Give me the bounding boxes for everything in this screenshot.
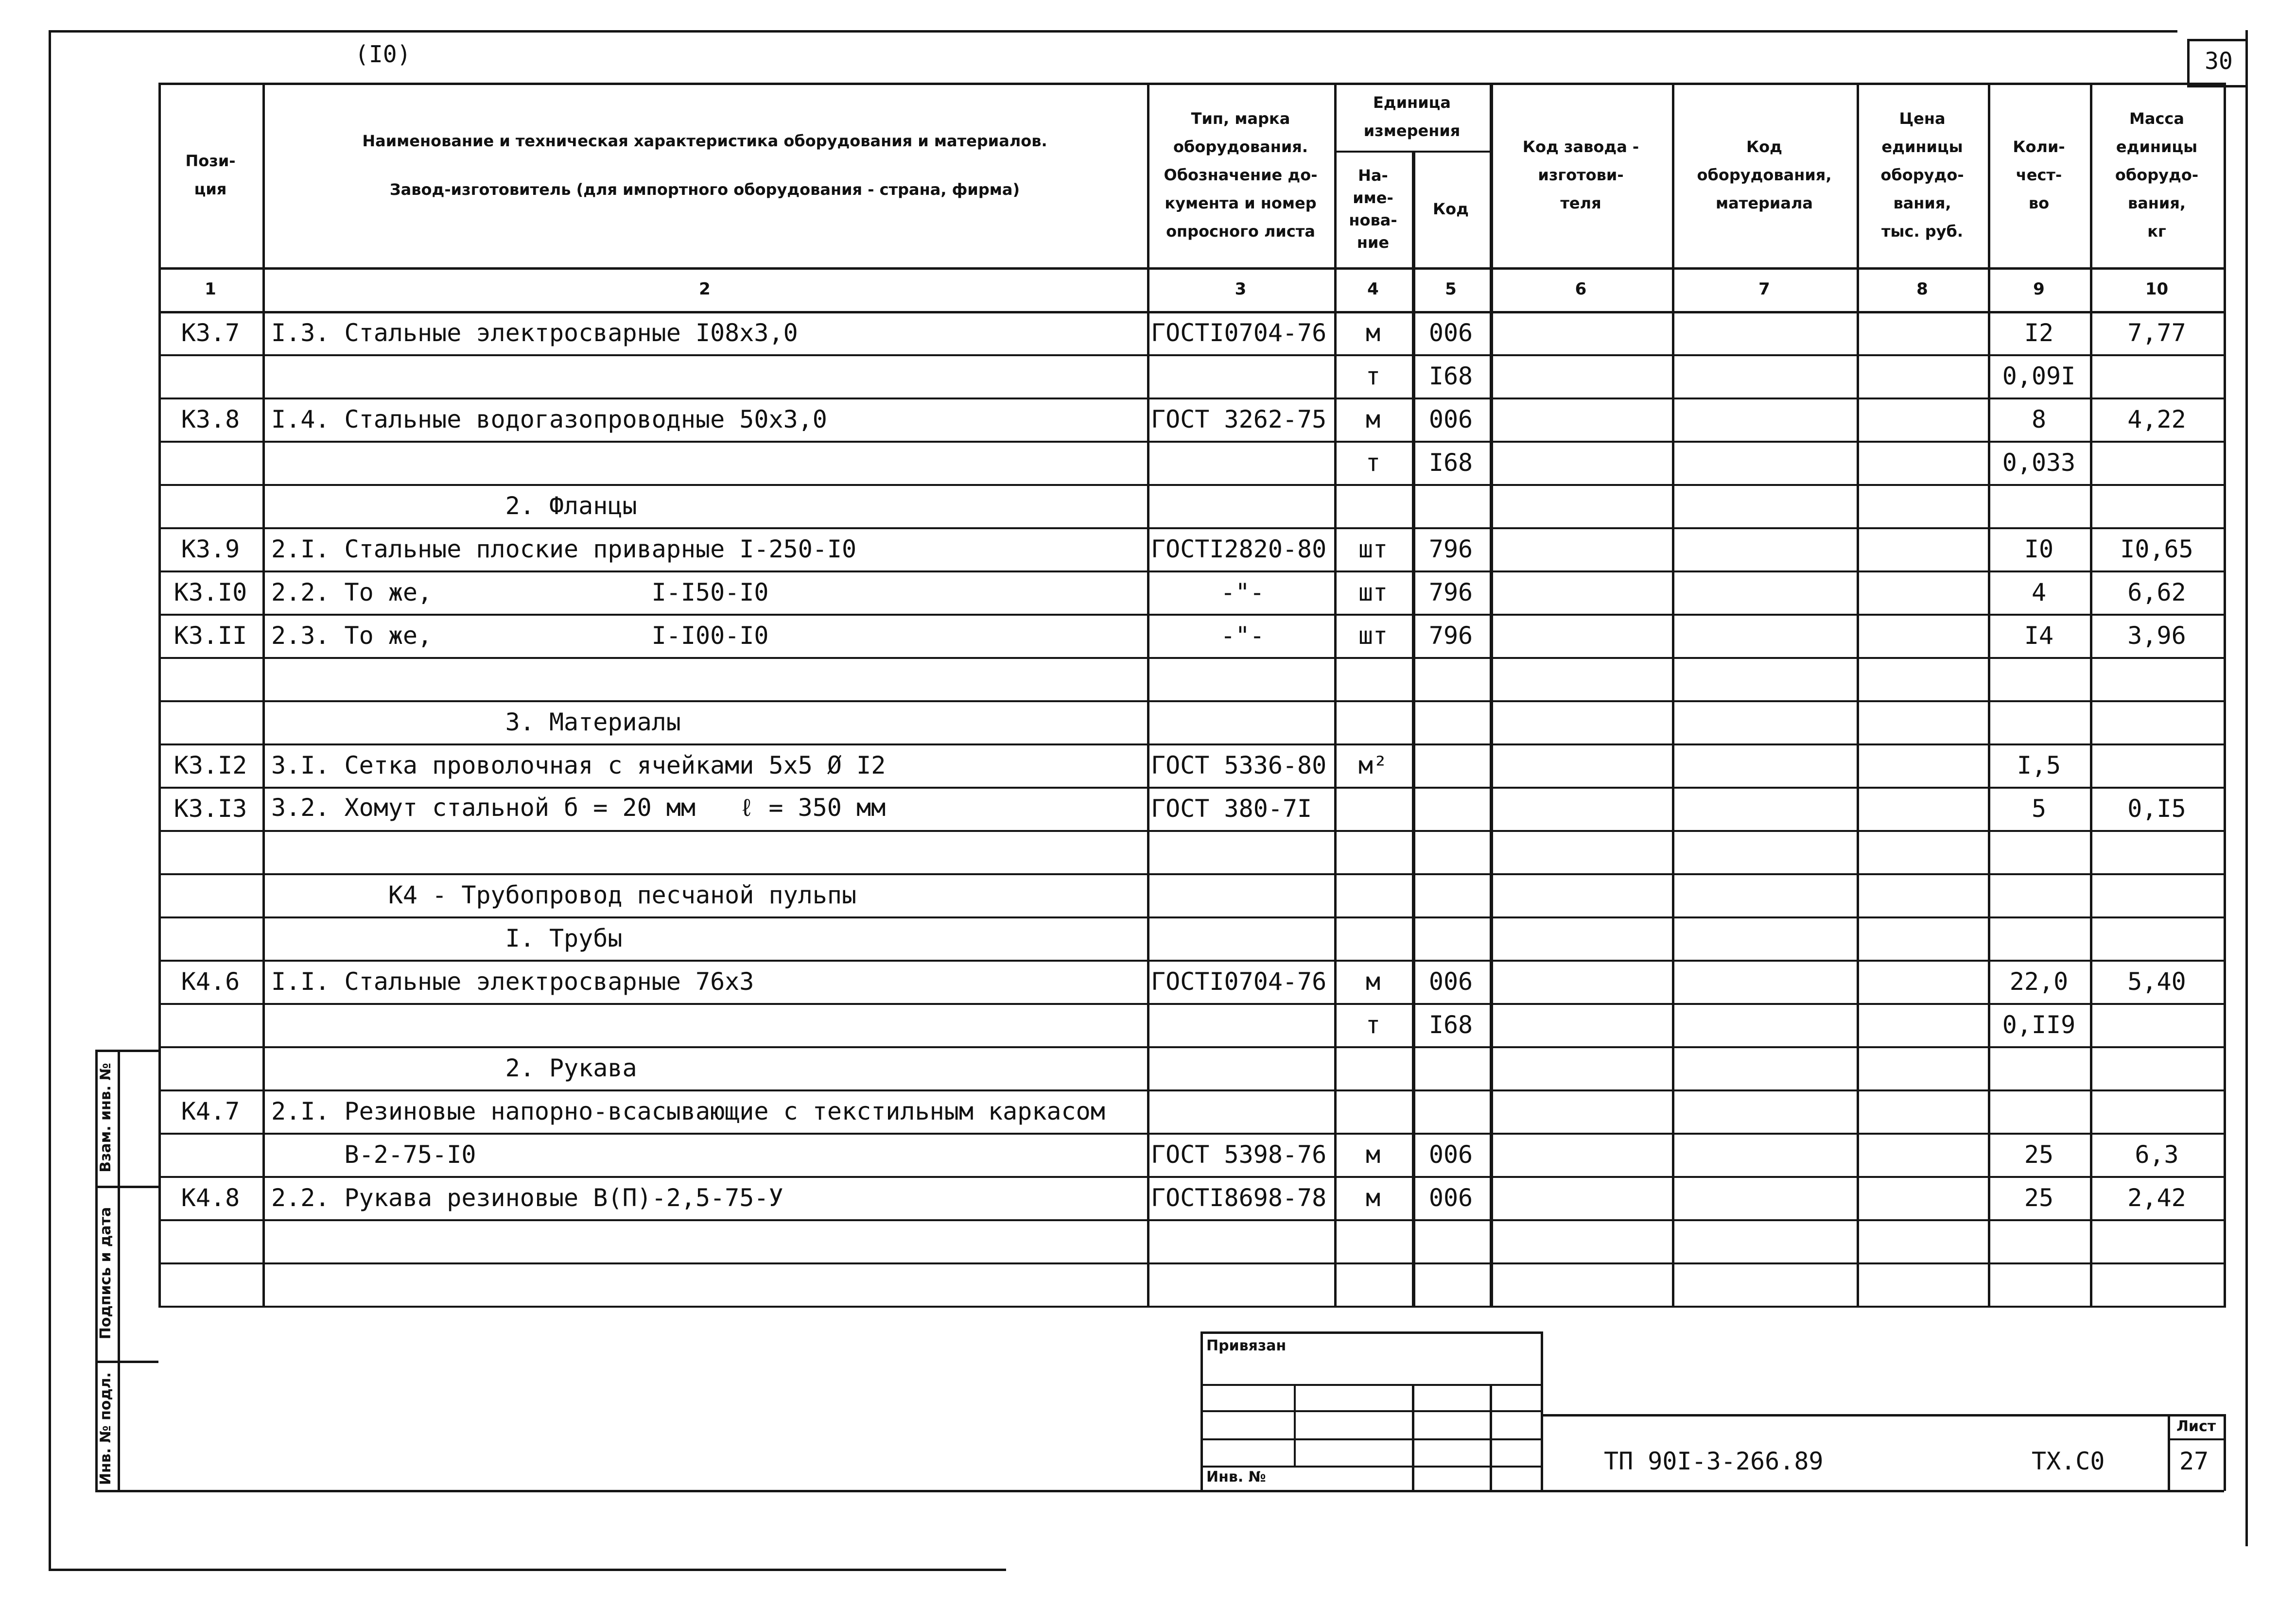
row-name xyxy=(271,1003,1147,1046)
row-quantity: 0,09I xyxy=(2002,362,2076,390)
col-line xyxy=(1147,83,1149,1308)
header-col1: Пози- ция xyxy=(185,152,236,198)
row-quantity: 0,II9 xyxy=(2002,1010,2076,1039)
column-number: 10 xyxy=(2145,279,2169,299)
column-number: 8 xyxy=(1916,279,1928,299)
section-code: ТХ.С0 xyxy=(2032,1447,2105,1475)
row-document xyxy=(1151,873,1334,916)
row-unit-code xyxy=(1412,484,1490,527)
row-unit xyxy=(1334,657,1412,700)
row-document: -"- xyxy=(1220,578,1265,606)
row-name: 3.I. Сетка проволочная с ячейками 5х5 Ø I2 xyxy=(271,751,886,779)
header-col8: Цена единицы оборудо- вания, тыс. руб. xyxy=(1880,109,1964,241)
row-mass: I0,65 xyxy=(2120,535,2193,563)
row-document xyxy=(1151,830,1334,873)
sheet-top-number: (I0) xyxy=(355,41,411,68)
row-quantity xyxy=(1988,830,2090,873)
row-mass xyxy=(2090,873,2224,916)
row-mass: 6,62 xyxy=(2127,578,2186,606)
row-unit-code xyxy=(1412,1262,1490,1306)
corner-page-number: 30 xyxy=(2205,48,2233,75)
row-mass xyxy=(2090,1219,2224,1262)
sheet-label: Лист xyxy=(2176,1418,2216,1435)
row-quantity: 25 xyxy=(2024,1140,2054,1169)
frame-left xyxy=(49,30,51,1571)
row-mass xyxy=(2090,1089,2224,1133)
row-unit-code xyxy=(1412,1046,1490,1089)
row-quantity xyxy=(1988,1089,2090,1133)
header-unit-group: Единица измерения xyxy=(1363,93,1461,140)
row-quantity: 5 xyxy=(2031,794,2047,823)
row-position xyxy=(158,873,262,916)
row-document: ГОСТ 3262-75 xyxy=(1151,405,1327,433)
header-col2-subtitle: Завод-изготовитель (для импортного оборудования - страна, фирма) xyxy=(389,180,1020,199)
column-number: 3 xyxy=(1235,279,1247,299)
row-mass: 0,I5 xyxy=(2127,794,2186,823)
row-name xyxy=(271,830,1147,873)
row-name: I.4. Стальные водогазопроводные 50х3,0 xyxy=(271,405,827,433)
header-col9: Коли- чест- во xyxy=(2013,138,2065,212)
header-col6: Код завода - изготови- теля xyxy=(1522,138,1639,212)
row-unit-code xyxy=(1412,700,1490,743)
row-mass: 7,77 xyxy=(2127,318,2186,347)
row-unit-code: 006 xyxy=(1428,318,1473,347)
sheet-number: 27 xyxy=(2179,1447,2209,1475)
row-position: К3.I0 xyxy=(174,578,247,606)
row-document xyxy=(1151,1262,1334,1306)
row-position xyxy=(158,700,262,743)
row-unit: м xyxy=(1365,1140,1381,1169)
row-unit xyxy=(1334,1262,1412,1306)
row-quantity: I4 xyxy=(2024,621,2054,650)
row-unit-code: 006 xyxy=(1428,1183,1473,1212)
row-document: ГОСТ 380-7I xyxy=(1151,794,1312,823)
row-position: К4.8 xyxy=(181,1183,240,1212)
row-position xyxy=(158,484,262,527)
row-document xyxy=(1151,916,1334,960)
row-position: К4.7 xyxy=(181,1097,240,1125)
row-unit: т xyxy=(1365,448,1381,477)
frame-bottom-partial xyxy=(49,1569,1006,1571)
row-unit: т xyxy=(1365,1010,1381,1039)
row-unit: шт xyxy=(1358,578,1388,606)
column-number: 9 xyxy=(2033,279,2045,299)
row-unit: м xyxy=(1365,318,1381,347)
header-col2-title: Наименование и техническая характеристика оборудования и материалов. xyxy=(362,132,1047,150)
row-mass xyxy=(2090,743,2224,787)
row-name xyxy=(271,657,1147,700)
row-mass: 3,96 xyxy=(2127,621,2186,650)
row-document xyxy=(1151,700,1334,743)
row-unit xyxy=(1334,1046,1412,1089)
row-document xyxy=(1151,484,1334,527)
row-quantity: 22,0 xyxy=(2009,967,2069,996)
row-document xyxy=(1151,1046,1334,1089)
row-mass: 2,42 xyxy=(2127,1183,2186,1212)
row-unit xyxy=(1334,916,1412,960)
row-name: 2. Фланцы xyxy=(271,491,637,520)
row-name: 3. Материалы xyxy=(271,708,681,736)
row-name: 2. Рукава xyxy=(271,1054,637,1082)
row-quantity xyxy=(1988,1046,2090,1089)
row-position xyxy=(158,1133,262,1176)
row-name xyxy=(271,354,1147,397)
row-document: ГОСТI0704-76 xyxy=(1151,318,1327,347)
row-position: К3.7 xyxy=(181,318,240,347)
row-position xyxy=(158,1003,262,1046)
row-unit-code xyxy=(1412,743,1490,787)
row-position xyxy=(158,441,262,484)
row-quantity xyxy=(1988,1262,2090,1306)
col-line xyxy=(2224,83,2226,1308)
header-col3: Тип, марка оборудования. Обозначение до- кумента и номер опросного листа xyxy=(1164,109,1318,241)
row-quantity xyxy=(1988,657,2090,700)
col-line xyxy=(1672,83,1674,1308)
row-unit: шт xyxy=(1358,621,1388,650)
row-document: -"- xyxy=(1220,621,1265,650)
row-document: ГОСТ 5398-76 xyxy=(1151,1140,1327,1169)
row-unit: м xyxy=(1365,967,1381,996)
row-name: К4 - Трубопровод песчаной пульпы xyxy=(271,881,857,909)
inv-label: Инв. № xyxy=(1206,1469,1266,1486)
row-mass xyxy=(2090,441,2224,484)
row-quantity xyxy=(1988,873,2090,916)
row-mass xyxy=(2090,1046,2224,1089)
row-document: ГОСТI0704-76 xyxy=(1151,967,1327,996)
row-quantity xyxy=(1988,1219,2090,1262)
row-name: В-2-75-I0 xyxy=(271,1140,476,1169)
row-name: 2.2. Рукава резиновые В(П)-2,5-75-У xyxy=(271,1183,783,1212)
row-mass xyxy=(2090,354,2224,397)
row-quantity: I2 xyxy=(2024,318,2054,347)
row-unit: м² xyxy=(1358,751,1388,779)
col-line xyxy=(262,83,265,1308)
row-unit-code xyxy=(1412,873,1490,916)
row-position xyxy=(158,916,262,960)
row-unit-code xyxy=(1412,830,1490,873)
row-document: ГОСТI8698-78 xyxy=(1151,1183,1327,1212)
column-number: 5 xyxy=(1445,279,1457,299)
row-unit xyxy=(1334,484,1412,527)
row-mass: 6,3 xyxy=(2135,1140,2179,1169)
row-mass xyxy=(2090,1003,2224,1046)
row-unit xyxy=(1334,1219,1412,1262)
row-unit-code: 006 xyxy=(1428,967,1473,996)
row-unit xyxy=(1334,787,1412,830)
row-unit-code xyxy=(1412,916,1490,960)
doc-code: ТП 90I-3-266.89 xyxy=(1604,1447,1824,1475)
sign-date-label: Подпись и дата xyxy=(97,1207,114,1340)
row-position: К3.I3 xyxy=(174,794,247,823)
row-unit-code: I68 xyxy=(1428,448,1473,477)
row-document xyxy=(1151,1219,1334,1262)
row-quantity: I,5 xyxy=(2017,751,2061,779)
row-line xyxy=(158,1306,2226,1308)
row-name: 3.2. Хомут стальной б = 20 мм ℓ = 350 мм xyxy=(271,793,886,822)
row-position xyxy=(158,354,262,397)
row-quantity: 0,033 xyxy=(2002,448,2076,477)
row-name: 2.3. То же, I-I00-I0 xyxy=(271,621,769,650)
row-name xyxy=(271,441,1147,484)
row-document xyxy=(1151,441,1334,484)
row-quantity: 4 xyxy=(2031,578,2047,606)
column-number: 4 xyxy=(1367,279,1379,299)
row-unit-code: 796 xyxy=(1428,535,1473,563)
row-quantity xyxy=(1988,916,2090,960)
row-quantity xyxy=(1988,484,2090,527)
row-unit-code: I68 xyxy=(1428,1010,1473,1039)
frame-top xyxy=(49,30,2177,33)
row-unit-code xyxy=(1412,1219,1490,1262)
row-unit-code: I68 xyxy=(1428,362,1473,390)
row-name xyxy=(271,1262,1147,1306)
row-position: К3.II xyxy=(174,621,247,650)
row-document: ГОСТI2820-80 xyxy=(1151,535,1327,563)
row-position xyxy=(158,657,262,700)
column-number: 7 xyxy=(1758,279,1770,299)
row-name: 2.2. То же, I-I50-I0 xyxy=(271,578,769,606)
row-unit xyxy=(1334,873,1412,916)
row-unit-code xyxy=(1412,787,1490,830)
row-unit: т xyxy=(1365,362,1381,390)
header-col7: Код оборудования, материала xyxy=(1697,138,1832,212)
column-number: 1 xyxy=(205,279,216,299)
row-position xyxy=(158,1219,262,1262)
row-position: К4.6 xyxy=(181,967,240,996)
bound-label: Привязан xyxy=(1206,1337,1287,1354)
row-unit: м xyxy=(1365,405,1381,433)
row-quantity: 25 xyxy=(2024,1183,2054,1212)
row-unit-code xyxy=(1412,1089,1490,1133)
row-document xyxy=(1151,1003,1334,1046)
row-position: К3.I2 xyxy=(174,751,247,779)
row-quantity: 8 xyxy=(2031,405,2047,433)
row-position xyxy=(158,830,262,873)
row-name: 2.I. Резиновые напорно-всасывающие с текстильным каркасом xyxy=(271,1097,1105,1125)
row-mass xyxy=(2090,700,2224,743)
row-unit xyxy=(1334,700,1412,743)
column-number: 2 xyxy=(699,279,711,299)
row-mass xyxy=(2090,916,2224,960)
row-name: I.3. Стальные электросварные I08х3,0 xyxy=(271,318,798,347)
row-position: К3.9 xyxy=(181,535,240,563)
inv-original-label: Инв. № подл. xyxy=(97,1372,114,1486)
row-unit-code xyxy=(1412,657,1490,700)
row-document: ГОСТ 5336-80 xyxy=(1151,751,1327,779)
column-number: 6 xyxy=(1575,279,1587,299)
row-name: I.I. Стальные электросварные 76х3 xyxy=(271,967,754,996)
row-name xyxy=(271,1219,1147,1262)
col-line xyxy=(1490,83,1493,1308)
row-unit xyxy=(1334,830,1412,873)
row-quantity xyxy=(1988,700,2090,743)
row-document xyxy=(1151,1089,1334,1133)
table-top-line xyxy=(158,83,2226,85)
header-col5: Код xyxy=(1433,200,1469,218)
row-unit-code: 796 xyxy=(1428,621,1473,650)
row-unit-code: 006 xyxy=(1428,1140,1473,1169)
row-position xyxy=(158,1262,262,1306)
row-mass: 5,40 xyxy=(2127,967,2186,996)
header-col4: На- име- нова- ние xyxy=(1349,166,1397,252)
row-name: I. Трубы xyxy=(271,924,623,952)
row-position xyxy=(158,1046,262,1089)
header-col10: Масса единицы оборудо- вания, кг xyxy=(2115,109,2199,241)
vzam-inv-label: Взам. инв. № xyxy=(97,1063,114,1173)
row-mass xyxy=(2090,1262,2224,1306)
row-mass xyxy=(2090,484,2224,527)
row-name: 2.I. Стальные плоские приварные I-250-I0 xyxy=(271,535,857,563)
col-line xyxy=(1857,83,1859,1308)
row-mass xyxy=(2090,830,2224,873)
row-document xyxy=(1151,657,1334,700)
row-unit: м xyxy=(1365,1183,1381,1212)
row-unit: шт xyxy=(1358,535,1388,563)
row-unit xyxy=(1334,1089,1412,1133)
row-unit-code: 006 xyxy=(1428,405,1473,433)
row-mass: 4,22 xyxy=(2127,405,2186,433)
row-unit-code: 796 xyxy=(1428,578,1473,606)
row-position: К3.8 xyxy=(181,405,240,433)
frame-right xyxy=(2245,30,2248,1546)
row-document xyxy=(1151,354,1334,397)
row-quantity: I0 xyxy=(2024,535,2054,563)
row-mass xyxy=(2090,657,2224,700)
